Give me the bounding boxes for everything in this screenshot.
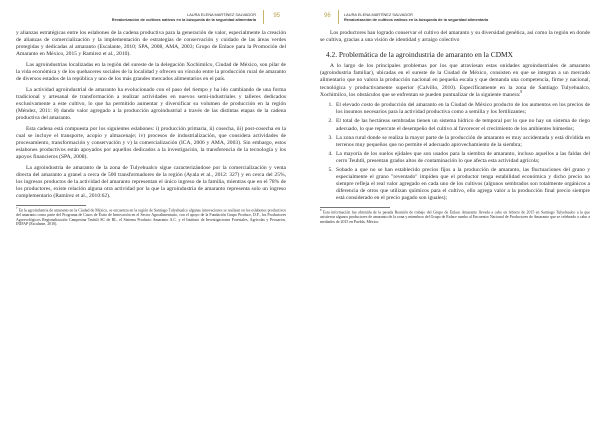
footnote-text: En la agroindustria de amaranto en la Ciudad de México, se encuentra en la región de Santiago Tulyehualco algunas innovaciones se realizan en los eslabones productivos del amaranto como parte del Programa de Casos de Éxito de Innovación en el Sector Agroalimentario, con el apoyo de la Fundación Grupo Produce, D.F., los Productores Agroecológicos Regionalización Campesina Teuhtli SC de RL, el Sistema Producto Amaranto A.C. y el Instituto de Investigaciones Forestales, Agrícolas y Pecuarios, INIFAP (Escalante, 2010).: [16, 208, 286, 227]
right-footnote: [320, 210, 590, 224]
right-page-header: [320, 0, 590, 30]
right-page: [320, 0, 590, 440]
paragraph: y alianzas estratégicas entre los eslabones de la cadena productiva para la generación de valor, especialmente la creación de alianzas de comercialización y la implementación de estrategias de conservación y cuidado de las áreas verdes protegidas y dedicadas al amaranto (Escalante, 2010; SPA, 2008, AMA, 2003; Grupo de Enlace para la Promoción del Amaranto en México, 2015 y Ramírez et al., 2010).: [16, 30, 286, 58]
footnote-text: Esta información fue obtenida de la pasada Reunión de trabajo del Grupo de Enlace Amaranto llevada a cabo en febrero de 2015 en Santiago Tulyehualco a la que asistieron algunos productores de amaranto de la zona y miembros del Grupo de Enlace rumbo al Encuentro Nacional de Productores de Amaranto que se celebrado a cabo a mediados de 2015 en Puebla, México.: [320, 210, 590, 225]
paragraph: La agroindustria de amaranto de la zona de Tulyehualco sigue caracterizándose por la comercialización y venta directa del amaranto a granel a cerca de 500 transformadores de la región (Ayala et al., 2012: 327) y en cerca del 25%, los ingresos productos de la actividad del amaranto representan el único ingreso de la familia, mientras que en el 78% de los productores, existe relación alguna otra actividad por la que la agroindustria de amaranto representa solo un ingreso complementario (Ramírez et al., 2010:62).: [16, 164, 286, 199]
left-page-number: 95: [273, 13, 280, 19]
footnote-rule: [320, 207, 390, 208]
left-header-text: [112, 12, 256, 22]
list-item: 5. Sobado a que no se han establecido precios fijos a la producción de amaranto, las fluctuaciones del grano y especialmente el grano "reventado" impiden que el productor tenga estabilidad económica y dicho precio no siempre refleja el real valor agregado en cada uno de los cultivos (algunos sembrados son totalmente orgánicos a diferencia de otros que utilizan químicos para el cultivo, ello agrega valor a la producción final precio siempre está considerado en el precio pagado son iguales);: [334, 167, 590, 202]
right-page-body: [320, 30, 590, 225]
section-paragraph: [320, 63, 590, 98]
footnote-rule: [16, 205, 86, 206]
problem-list: [320, 102, 590, 202]
paragraph: Las agroindustrias localizadas en la región del sureste de la delegación Xochimilco, Ciudad de México, son pilar de la vida económica y de los quehaceres sociales de la localidad y ofrecen un vínculo entre la producción rural de amaranto de diversos estados de la república y uno de los más grandes mercados alimentarios en el país.: [16, 61, 286, 83]
right-header-title: Revalorización de cultivos nativos en la búsqueda de la seguridad alimentaria: [344, 17, 489, 22]
header-divider: [338, 10, 339, 24]
left-page-body: [16, 30, 286, 227]
right-header-author: LAURA ELENA MARTÍNEZ SALVADOR: [344, 12, 413, 17]
left-footnote: [16, 208, 286, 227]
header-divider: [263, 10, 264, 24]
left-page-header: [16, 0, 286, 30]
section-paragraph-text: A lo largo de los principales problemas por los que atraviesan estas unidades agroindustriales de amaranto (agroindustria familiar), ubicadas en el sureste de la Ciudad de México, consisten en que se integran a un mercado alimentario que no valora la producción nacional en pequeña escala y que demanda una competencia, firme y nacional, tecnológica y productivamente superior (Calvillo, 2010). Específicamente en la zona de Santiago Tulyehualco, Xochimilco, los obstáculos que se enfrentan se pueden puntualizar de la siguiente manera:: [320, 63, 590, 98]
list-item: 4. La mayoría de los suelos ejidales que son usados para la siembra de amaranto, incluso aquellos a las faldas del cerro Teuhtli, presentan grados altos de contaminación lo que afecta esta actividad agrícola;: [334, 151, 590, 165]
list-item: 2. El total de las hectáreas sembradas tienen un sistema hídrico de temporal por lo que no hay un sistema de riego adecuado, lo que repercute el desempeño del cultivo al favorecer el crecimiento de los ambientes húmedos;: [334, 118, 590, 132]
left-header-author: LAURA ELENA MARTÍNEZ SALVADOR: [187, 12, 256, 17]
paragraph: Esta cadena está compuesta por los siguientes eslabones: i) producción primaria, ii) cosecha, iii) post-cosecha en la cual se incluye el transporte, acopio y almacenaje; iv) procesos de industrialización, que considera actividades de procesamiento, transformación y conservación y v) la comercialización (ICA, 2006 y AMA, 2003). Sin embargo, estos eslabones productivos están apoyados por aquellos dedicados a la investigación, la transferencia de la tecnología y los apoyos financieros (SPA, 2008).: [16, 125, 286, 160]
right-header-text: [344, 12, 488, 22]
section-heading: 4.2. Problemática de la agroindustria de amaranto en la CDMX: [326, 50, 513, 60]
paragraph: La actividad agroindustrial de amaranto ha evolucionado con el paso del tiempo y ha ido cambiando de una forma tradicional y artesanal de transformación a realizar actividades en nuevos semi-industriales y talleres dedicados exclusivamente a este cultivo, lo que ha permitido aumentar y diversificar su volumen de producción en la región (Méndez, 2011: 8) dando valor agregado a la producción agroindustrial a través de las distintas etapas de la cadena productiva del amaranto.: [16, 86, 286, 122]
list-item: 1. El elevado costo de producción del amaranto en la Ciudad de México producto de los aumentos en los precios de los insumos necesarios para la actividad productiva como a semilla y los fertilizantes;: [334, 102, 590, 116]
paragraph: Los productores han logrado conservar el cultivo del amaranto y su diversidad genética, así como la región en donde se cultiva, gracias a una visión de identidad y arraigo colectivo: [320, 30, 590, 44]
footnote-reference: 8: [520, 89, 523, 94]
right-page-number: 96: [324, 13, 331, 19]
footnote-marker: 8: [320, 208, 322, 213]
left-page: [16, 0, 286, 440]
list-item: 3. La zona rural donde se realiza la mayor parte de la producción de amaranto es muy accidentada y está dividida en terrenos muy pequeños que no permite el adecuado aprovechamiento de la siembra;: [334, 135, 590, 149]
left-header-title: Revalorización de cultivos nativos en la búsqueda de la seguridad alimentaria: [111, 17, 256, 22]
footnote-marker: 7: [16, 206, 18, 211]
